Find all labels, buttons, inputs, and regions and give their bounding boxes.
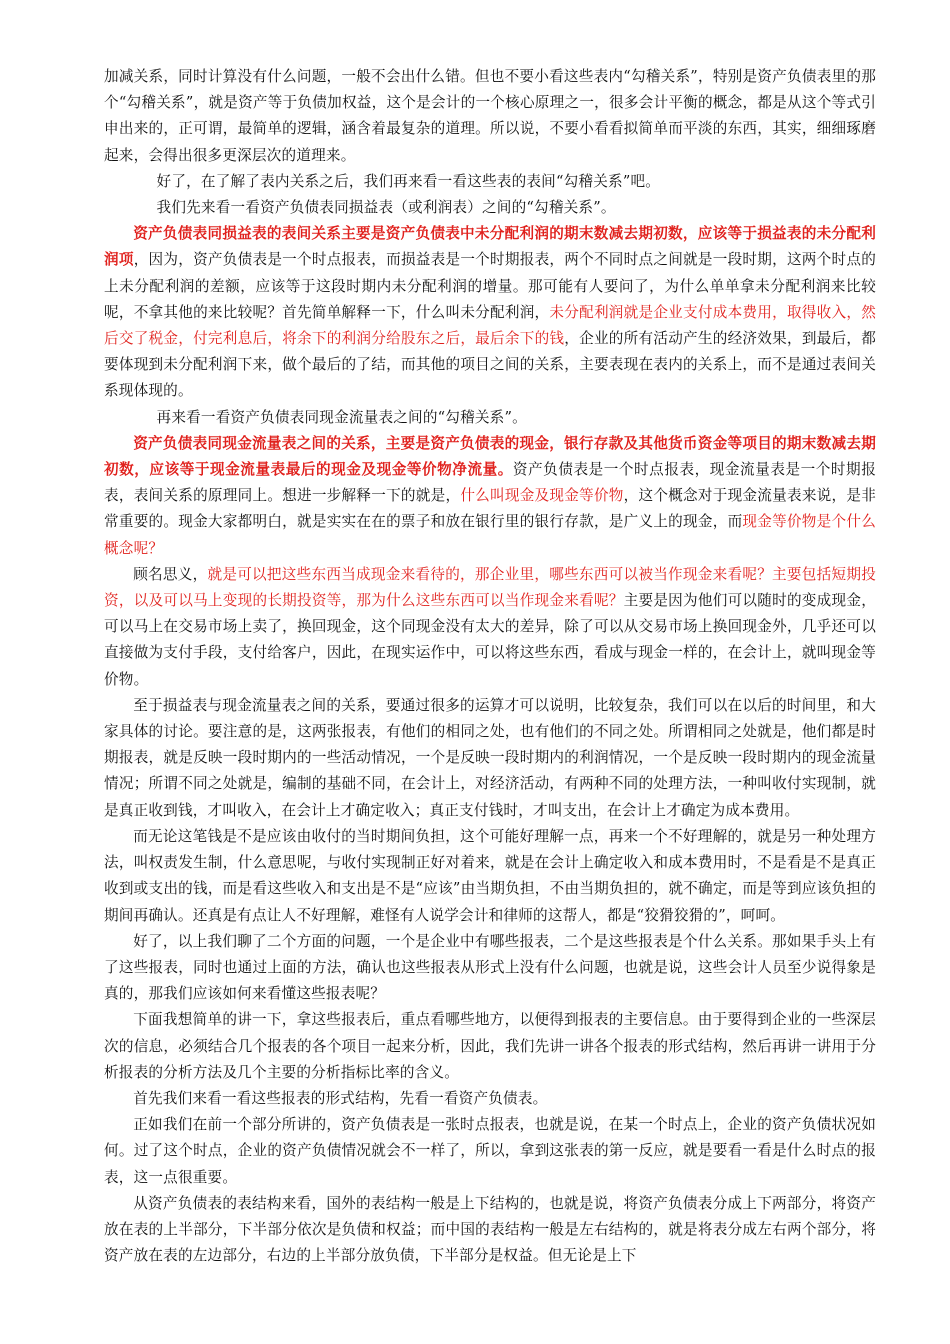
paragraph-6 xyxy=(104,431,876,562)
paragraph-8 xyxy=(104,693,876,824)
text-run: 再来看一看资产负债表同现金流量表之间的“勾稽关系”。 xyxy=(156,408,527,426)
paragraph-7 xyxy=(104,562,876,693)
text-run: 加减关系，同时计算没有什么问题，一般不会出什么错。但也不要小看这些表内“勾稽关系”，特别是资产负债表里的那个“勾稽关系”，就是资产等于负债加权益，这个是会计的一个核心原理之一，很多会计平衡的概念，都是从这个等式引申出来的，正可谓，最简单的逻辑，涵含着最复杂的道理。所以说，不要小看看拟简单而平淡的东西，其实，细细琢磨起来，会得出很多更深层次的道理来。 xyxy=(104,68,876,164)
paragraph-14 xyxy=(104,1191,876,1270)
highlight-text: 未分配利润就是企业支付成本费用，取得收入，然后交了税金，付完利息后，将余下的利润分给股东之后，最后余下的钱 xyxy=(104,303,876,348)
text-run: 正如我们在前一个部分所讲的，资产负债表是一张时点报表，也就是说，在某一个时点上，企业的资产负债状况如何。过了这个时点，企业的资产负债情况就会不一样了，所以，拿到这张表的第一反应，就是要看一看是什么时点的报表，这一点很重要。 xyxy=(104,1116,876,1186)
paragraph-5 xyxy=(104,405,876,431)
paragraph-4 xyxy=(104,221,876,404)
text-run: 下面我想简单的讲一下，拿这些报表后，重点看哪些地方，以便得到报表的主要信息。由于要得到企业的一些深层次的信息，必须结合几个报表的各个项目一起来分析，因此，我们先讲一讲各个报表的形式结构，然后再讲一讲用于分析报表的分析方法及几个主要的分析指标比率的含义。 xyxy=(104,1011,876,1081)
document-body xyxy=(104,64,876,1269)
text-run: 至于损益表与现金流量表之间的关系，要通过很多的运算才可以说明，比较复杂，我们可以在以后的时间里，和大家具体的讨论。要注意的是，这两张报表，有他们的相同之处，也有他们的不同之处。所谓相同之处就是，他们都是时期报表，就是反映一段时期内的一些活动情况，一个是反映一段时期内的利润情况，一个是反映一段时期内的现金流量情况；所谓不同之处就是，编制的基础不同，在会计上，对经济活动，有两种不同的处理方法，一种叫收付实现制，就是真正收到钱，才叫收入，在会计上才确定收入；真正支付钱时，才叫支出，在会计上才确定为成本费用。 xyxy=(104,696,876,819)
paragraph-9 xyxy=(104,824,876,929)
highlight-text: 现金等价物是个什么概念呢？ xyxy=(104,513,876,557)
text-run: 好了，以上我们聊了二个方面的问题，一个是企业中有哪些报表，二个是这些报表是个什么关系。那如果手头上有了这些报表，同时也通过上面的方法，确认也这些报表从形式上没有什么问题，也就是说，这些会计人员至少说得象是真的，那我们应该如何来看懂这些报表呢？ xyxy=(104,932,876,1003)
text-run: 主要是因为他们可以随时的变成现金，可以马上在交易市场上卖了，换回现金，这个同现金没有太大的差异，除了可以从交易市场上换回现金外，几乎还可以直接做为支付手段，支付给客户，因此，在现实运作中，可以将这些东西，看成与现金一样的，在会计上，就叫现金等价物。 xyxy=(104,592,876,688)
text-run: ，这个概念对于现金流量表来说，是非常重要的。现金大家都明白，就是实实在在的票子和放在银行里的银行存款，是广义上的现金，而 xyxy=(104,487,876,531)
text-run: ，企业的所有活动产生的经济效果，到最后，都要体现到未分配利润下来，做个最后的了结，而其他的项目之间的关系，主要表现在表内的关系上，而不是通过表间关系现体现的。 xyxy=(104,330,877,400)
highlight-text: 什么叫现金及现金等价物 xyxy=(460,487,624,505)
text-run: 首先我们来看一看这些报表的形式结构，先看一看资产负债表。 xyxy=(133,1089,548,1107)
paragraph-12 xyxy=(104,1086,876,1112)
highlight-text: 就是可以把这些东西当成现金来看待的，那企业里，哪些东西可以被当作现金来看呢？主要包括短期投资，以及可以马上变现的长期投资等，那为什么这些东西可以当作现金来看呢？ xyxy=(104,565,876,610)
text-run: 而无论这笔钱是不是应该由收付的当时期间负担，这个可能好理解一点，再来一个不好理解的，就是另一种处理方法，叫权责发生制，什么意思呢，与收付实现制正好对着来，就是在会计上确定收入和成本费用时，不是看是不是真正收到或支出的钱，而是看这些收入和支出是不是“应该”由当期负担，不由当期负担的，就不确定，而是等到应该负担的期间再确认。还真是有点让人不好理解，难怪有人说学会计和律师的这帮人，都是“狡猾狡猾的”，呵呵。 xyxy=(104,827,876,924)
paragraph-10 xyxy=(104,929,876,1008)
text-run: 顾名思义， xyxy=(133,565,208,583)
highlight-text: 资产负债表同损益表的表间关系主要是资产负债表中未分配利润的期末数减去期初数，应该等于损益表的未分配利润项 xyxy=(104,225,876,269)
paragraph-11 xyxy=(104,1007,876,1086)
paragraph-2 xyxy=(104,169,876,195)
text-run: ，因为，资产负债表是一个时点报表，而损益表是一个时期报表，两个不同时点之间就是一段时期，这两个时点的上未分配利润的差额，应该等于这段时期内未分配利润的增量。那可能有人要问了，为什么单单拿未分配利润来比较呢，不拿其他的来比较呢？首先简单解释一下，什么叫未分配利润， xyxy=(104,251,876,321)
text-run: 好了，在了解了表内关系之后，我们再来看一看这些表的表间“勾稽关系”吧。 xyxy=(156,172,661,190)
text-run: 从资产负债表的表结构来看，国外的表结构一般是上下结构的，也就是说，将资产负债表分成上下两部分，将资产放在表的上半部分，下半部分依次是负债和权益；而中国的表结构一般是左右结构的，就是将表分成左右两个部分，将资产放在表的左边部分，右边的上半部分放负债，下半部分是权益。但无论是上下 xyxy=(104,1194,876,1265)
text-run: 资产负债表是一个时点报表，现金流量表是一个时期报表，表间关系的原理同上。想进一步解释一下的就是， xyxy=(104,461,876,505)
paragraph-3 xyxy=(104,195,876,221)
highlight-text: 资产负债表同现金流量表之间的关系，主要是资产负债表的现金，银行存款及其他货币资金等项目的期末数减去期初数，应该等于现金流量表最后的现金及现金等价物净流量。 xyxy=(104,434,876,479)
paragraph-1 xyxy=(104,64,876,169)
paragraph-13 xyxy=(104,1112,876,1191)
text-run: 我们先来看一看资产负债表同损益表（或利润表）之间的“勾稽关系”。 xyxy=(156,199,616,217)
